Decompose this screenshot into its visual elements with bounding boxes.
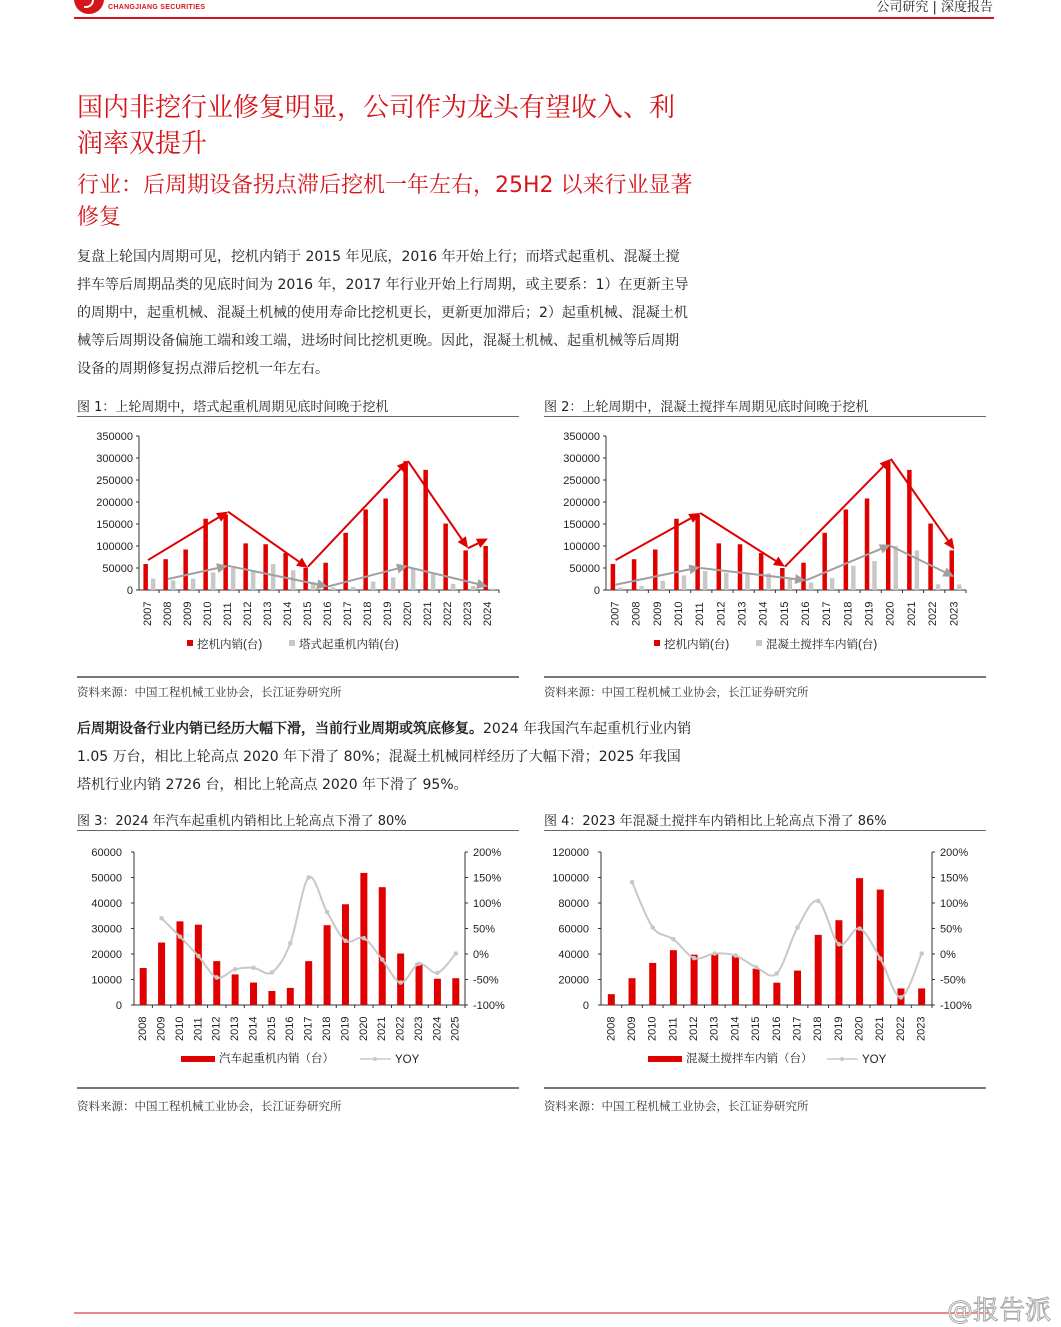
bar-fig1-b-2007 [151,579,156,590]
y-tick-label-right: 150% [473,872,502,885]
bar-fig4-2021 [877,890,884,1005]
bar-fig1-a-2014 [283,553,288,590]
figure-4-chart [544,835,986,1080]
y-tick-label-left: 60000 [558,923,589,936]
x-tick-label: 2019 [339,1016,352,1041]
logo-icon [74,0,104,14]
bar-fig1-a-2022 [443,524,448,590]
bar-fig3-2015 [268,991,275,1005]
yoy-point-2017 [306,875,311,880]
y-tick-label-right: 50% [473,923,496,936]
x-tick-label: 2021 [376,1016,389,1041]
bar-fig1-b-2010 [211,572,216,590]
yoy-point-2020 [362,936,367,941]
legend-label-line: YOY [395,1054,420,1066]
bar-fig2-b-2007 [618,587,623,590]
bar-fig3-2012 [213,961,220,1005]
x-tick-label: 2009 [181,601,194,626]
yoy-point-2009 [159,916,164,921]
bar-fig3-2019 [342,904,349,1005]
y-tick-label-right: 50% [940,923,963,936]
bar-fig4-2023 [918,988,925,1005]
bar-fig2-b-2019 [872,561,877,590]
bar-fig3-2016 [287,988,294,1005]
bar-fig2-a-2017 [822,533,827,590]
bar-fig4-2009 [629,978,636,1005]
y-tick-label: 200000 [96,497,133,509]
x-tick-label: 2023 [461,601,474,626]
brand-name: CHANGJIANG SECURITIES [108,3,206,11]
yoy-point-2015 [754,965,759,970]
bar-fig2-a-2018 [844,509,849,590]
yoy-point-2022 [398,980,403,985]
bar-fig3-2008 [140,968,147,1005]
y-tick-label-right: 200% [473,847,502,859]
bar-fig2-b-2023 [957,584,962,590]
x-tick-label: 2013 [229,1016,242,1041]
figure-4-title: 图 4：2023 年混凝土搅拌车内销相比上轮高点下滑了 86% [544,814,887,829]
bar-fig3-2024 [434,979,441,1005]
bar-fig4-2017 [794,971,801,1005]
x-tick-label: 2008 [137,1016,150,1041]
figure-3-top-rule [77,830,519,831]
x-tick-label: 2016 [321,601,334,626]
x-tick-label: 2021 [874,1016,887,1041]
x-tick-label: 2017 [302,1016,315,1041]
legend-swatch-b [756,640,762,646]
x-tick-label: 2019 [863,601,876,626]
x-tick-label: 2018 [812,1016,825,1041]
x-tick-label: 2014 [247,1016,260,1041]
yoy-point-2013 [233,967,238,972]
bar-fig3-2025 [452,978,459,1005]
y-tick-label: 0 [593,585,600,597]
x-tick-label: 2021 [905,601,918,626]
bar-fig2-a-2011 [695,514,700,590]
y-tick-label-right: 100% [473,898,502,910]
x-tick-label: 2018 [361,601,374,626]
x-tick-label: 2013 [736,601,749,626]
subsection-title: 行业：后周期设备拐点滞后挖机一年左右，25H2 以来行业显著修复 [77,173,693,230]
x-tick-label: 2020 [357,1016,370,1041]
x-tick-label: 2021 [421,601,434,626]
y-tick-label: 200000 [563,497,600,509]
bar-fig1-b-2011 [231,568,236,590]
bar-fig2-b-2013 [745,572,750,590]
header-divider [74,17,994,19]
bar-fig1-b-2016 [331,587,336,590]
x-tick-label: 2017 [791,1016,804,1041]
x-tick-label: 2022 [894,1016,907,1041]
figure-2-title: 图 2：上轮周期中，混凝土搅拌车周期见底时间晚于挖机 [544,400,869,415]
red-trend-arrow-3-shaft [891,459,948,541]
yoy-point-2023 [919,951,924,956]
yoy-point-2014 [733,953,738,958]
legend-swatch-marker [373,1057,377,1061]
bar-fig2-b-2008 [639,586,644,590]
bar-fig4-2012 [691,955,698,1005]
y-tick-label-left: 60000 [91,847,122,859]
legend-label-bar: 混凝土搅拌车内销（台） [686,1053,813,1065]
y-tick-label-left: 80000 [558,898,589,910]
figure-2-chart [544,420,986,665]
x-tick-label: 2010 [672,601,685,626]
y-tick-label-left: 50000 [91,872,122,885]
section-title: 国内非挖行业修复明显，公司作为龙头有望收入、利润率双提升 [77,93,676,159]
legend-label-line: YOY [862,1054,887,1066]
x-tick-label: 2018 [320,1016,333,1041]
bar-fig1-a-2023 [463,550,468,590]
y-tick-label: 150000 [563,519,600,531]
figure-4-source: 资料来源：中国工程机械工业协会，长江证券研究所 [544,1099,809,1113]
bar-fig2-b-2021 [915,550,920,590]
x-tick-label: 2014 [281,601,294,626]
legend-label-a: 挖机内销(台) [664,639,730,651]
bar-fig3-2018 [324,925,331,1005]
y-tick-label-right: -50% [473,974,499,987]
red-trend-arrow-1-head [296,558,308,568]
x-tick-label: 2014 [729,1016,742,1041]
yoy-point-2021 [380,957,385,962]
bar-fig2-a-2014 [759,553,764,590]
bar-fig1-b-2012 [251,571,256,590]
bar-fig4-2011 [670,950,677,1005]
x-tick-label: 2020 [401,601,414,626]
x-tick-label: 2007 [141,601,154,626]
bar-fig1-b-2008 [171,580,176,590]
legend-label-b: 塔式起重机内销(台) [299,639,399,651]
yoy-point-2016 [775,971,780,976]
figure-3-title: 图 3：2024 年汽车起重机内销相比上轮高点下滑了 80% [77,814,407,829]
x-tick-label: 2022 [394,1016,407,1041]
x-tick-label: 2022 [441,601,454,626]
y-tick-label-left: 10000 [91,974,122,987]
bar-fig1-b-2021 [431,573,436,590]
y-tick-label: 300000 [563,453,600,465]
x-tick-label: 2010 [173,1016,186,1041]
red-trend-arrow-0-shaft [148,517,219,560]
bar-fig1-b-2020 [411,568,416,590]
bar-fig1-b-2009 [191,579,196,590]
x-tick-label: 2019 [832,1016,845,1041]
y-tick-label-left: 0 [115,1000,122,1012]
x-tick-label: 2015 [301,601,314,626]
bar-fig3-2023 [416,963,423,1005]
bar-fig4-2010 [649,963,656,1005]
x-tick-label: 2016 [770,1016,783,1041]
x-tick-label: 2015 [750,1016,763,1041]
bar-fig2-b-2009 [661,581,666,590]
x-tick-label: 2020 [853,1016,866,1041]
y-tick-label-right: 100% [940,898,969,910]
yoy-point-2024 [435,971,440,976]
yoy-point-2015 [270,970,275,975]
x-tick-label: 2012 [688,1016,700,1041]
yoy-point-2014 [251,965,256,970]
bar-fig1-b-2022 [451,584,456,590]
bar-fig2-a-2019 [865,498,870,590]
y-tick-label: 100000 [96,541,133,553]
bar-fig2-b-2018 [851,566,856,590]
y-tick-label-left: 20000 [558,974,589,987]
x-tick-label: 2009 [155,1016,168,1041]
y-tick-label-right: 200% [940,847,969,859]
bar-fig1-a-2015 [303,568,308,590]
x-tick-label: 2015 [265,1016,278,1041]
bar-fig4-2014 [732,956,739,1005]
footer-divider [74,1312,989,1314]
figure-2-top-rule [544,416,986,417]
bar-fig1-a-2013 [263,544,268,590]
bar-fig1-a-2011 [223,514,228,590]
bar-fig2-a-2009 [653,550,658,590]
x-tick-label: 2010 [646,1016,659,1041]
bar-fig2-a-2020 [886,461,891,590]
bar-fig2-b-2010 [682,575,687,590]
y-tick-label-right: 150% [940,872,969,885]
x-tick-label: 2012 [715,601,728,626]
body-paragraph-2 [77,715,692,799]
x-tick-label: 2011 [221,602,234,626]
x-tick-label: 2016 [284,1016,297,1041]
y-tick-label-left: 120000 [552,847,589,859]
x-tick-label: 2008 [630,601,643,626]
x-tick-label: 2023 [915,1016,928,1041]
x-tick-label: 2022 [927,601,940,626]
bar-fig3-2017 [305,961,312,1005]
y-tick-label: 250000 [96,475,133,487]
figure-3-source: 资料来源：中国工程机械工业协会，长江证券研究所 [77,1099,342,1113]
x-tick-label: 2016 [800,601,813,626]
bar-fig2-a-2010 [674,519,679,590]
x-tick-label: 2009 [651,601,664,626]
bar-fig1-b-2017 [351,587,356,590]
red-trend-arrow-1-head [773,557,785,567]
report-type: 公司研究 | 深度报告 [876,0,993,15]
x-tick-label: 2019 [381,601,394,626]
y-tick-label-left: 40000 [558,949,589,961]
x-tick-label: 2012 [241,601,254,626]
yoy-point-2021 [878,956,883,961]
yoy-point-2010 [178,934,183,939]
red-trend-arrow-3-head [944,538,954,550]
yoy-point-2018 [325,910,330,915]
bar-fig3-2013 [232,974,239,1005]
y-tick-label: 350000 [563,431,600,443]
bar-fig4-2015 [753,969,760,1005]
figure-1-source: 资料来源：中国工程机械工业协会，长江证券研究所 [77,685,342,699]
x-tick-label: 2010 [201,601,214,626]
body-paragraph-1: 复盘上轮国内周期可见，挖机内销于 2015 年见底，2016 年开始上行；而塔式起重机、混凝土搅拌车等后周期品类的见底时间为 2016 年，2017 年行业开始上行周期，或主要系：1）在更新主导的周期中，起重机械、混凝土机械的使用寿命比挖机更长，更新更加滞后；2）起重机械、混凝土机械等后周期设备偏施工端和竣工端，进场时间比挖机更晚。因此，混凝土机械、起重机械等后周期设备的周期修复拐点滞后挖机一年左右。 [77,249,689,377]
bar-fig1-a-2019 [383,498,388,590]
figure-4-bottom-rule [544,1087,986,1089]
legend-label-bar: 汽车起重机内销（台） [219,1053,334,1065]
bar-fig2-b-2020 [893,546,898,590]
legend-swatch-a [187,640,193,646]
red-trend-arrow-4-shaft [468,543,478,548]
y-tick-label: 300000 [96,453,133,465]
bar-fig1-a-2012 [243,543,248,590]
bar-fig4-2019 [835,920,842,1005]
paragraph-2-body: 2024 年我国汽车起重机行业内销 1.05 万台，相比上轮高点 2020 年下滑了 80%；混凝土机械同样经历了大幅下滑；2025 年我国塔机行业内销 2726 台，相比上轮高点 2020 年下滑了 95%。 [77,721,692,793]
bar-fig2-b-2017 [830,578,835,590]
bar-fig1-a-2024 [483,546,488,590]
bar-fig3-2021 [379,887,386,1005]
x-tick-label: 2007 [609,601,622,626]
yoy-point-2009 [630,880,635,885]
legend-swatch-a [654,640,660,646]
x-tick-label: 2014 [757,601,770,626]
figure-4-top-rule [544,830,986,831]
bar-fig1-b-2013 [271,564,276,590]
y-tick-label-right: -100% [940,1000,972,1012]
bar-fig2-b-2011 [703,571,708,590]
figure-1-chart [77,420,519,665]
x-tick-label: 2017 [341,601,354,626]
y-tick-label-right: 0% [473,949,489,961]
bar-fig3-2022 [397,953,404,1005]
x-tick-label: 2024 [431,1016,444,1041]
bar-fig4-2020 [856,878,863,1005]
bar-fig3-2009 [158,943,165,1005]
x-tick-label: 2015 [778,601,791,626]
yoy-point-2025 [454,951,459,956]
bar-fig2-a-2013 [738,544,743,590]
bar-fig2-a-2016 [801,563,806,590]
x-tick-label: 2018 [842,601,855,626]
yoy-point-2017 [795,925,800,930]
figure-1-title: 图 1：上轮周期中，塔式起重机周期见底时间晚于挖机 [77,400,389,415]
yoy-point-2012 [214,975,219,980]
y-tick-label: 100000 [563,541,600,553]
bar-fig2-a-2015 [780,568,785,590]
figure-2-bottom-rule [544,676,986,678]
x-tick-label: 2013 [261,601,274,626]
y-tick-label: 250000 [563,475,600,487]
bar-fig1-a-2020 [403,461,408,590]
bar-fig1-a-2007 [143,564,148,590]
gray-trend-arrow-0-shaft [168,568,217,579]
y-tick-label-right: -100% [473,1000,505,1012]
bar-fig4-2018 [815,935,822,1005]
bar-fig1-b-2023 [471,586,476,590]
yoy-point-2013 [712,951,717,956]
yoy-point-2018 [816,899,821,904]
figure-3-bottom-rule [77,1087,519,1089]
x-tick-label: 2011 [192,1017,205,1041]
yoy-point-2019 [837,942,842,947]
bar-fig1-b-2018 [371,582,376,590]
bar-fig2-b-2012 [724,573,729,590]
yoy-point-2011 [671,937,676,942]
legend-label-b: 混凝土搅拌车内销(台) [766,639,878,651]
y-tick-label: 350000 [96,431,133,443]
y-tick-label-left: 0 [582,1000,589,1012]
figure-1-bottom-rule [77,676,519,678]
legend-swatch-bar [181,1056,215,1062]
figure-2-source: 资料来源：中国工程机械工业协会，长江证券研究所 [544,685,809,699]
y-tick-label: 150000 [96,519,133,531]
bar-fig2-a-2023 [949,550,954,590]
legend-label-a: 挖机内销(台) [197,639,263,651]
yoy-point-2022 [899,995,904,1000]
yoy-point-2012 [692,956,697,961]
figure-3-chart [77,835,519,1080]
yoy-point-2010 [650,925,655,930]
y-tick-label-right: 0% [940,949,956,961]
bar-fig2-a-2012 [717,543,722,590]
bar-fig1-a-2010 [203,519,208,590]
x-tick-label: 2011 [667,1017,680,1041]
y-tick-label: 50000 [569,563,600,575]
bar-fig1-a-2008 [163,559,168,590]
x-tick-label: 2009 [625,1016,638,1041]
y-tick-label-left: 100000 [552,872,589,885]
bar-fig4-2013 [711,954,718,1005]
bar-fig3-2014 [250,983,257,1005]
red-trend-arrow-3-head [458,536,468,548]
x-tick-label: 2008 [605,1016,618,1041]
y-tick-label-left: 20000 [91,949,122,961]
x-tick-label: 2017 [821,601,834,626]
bar-fig1-b-2019 [391,577,396,590]
legend-swatch-b [289,640,295,646]
x-tick-label: 2023 [412,1016,425,1041]
bar-fig2-b-2022 [936,584,941,590]
x-tick-label: 2025 [449,1016,462,1041]
y-tick-label-left: 40000 [91,898,122,910]
gray-trend-arrow-2-shaft [806,549,881,580]
yoy-point-2023 [417,961,422,966]
x-tick-label: 2011 [694,602,707,626]
y-tick-label: 0 [126,585,133,597]
red-trend-arrow-3-shaft [408,461,462,539]
yoy-point-2016 [288,941,293,946]
page-header [0,0,1061,22]
yoy-point-2020 [857,926,862,931]
bar-fig2-a-2022 [928,524,933,590]
bar-fig1-a-2009 [183,550,188,590]
bar-fig4-2016 [773,983,780,1005]
legend-swatch-bar [648,1056,682,1062]
x-tick-label: 2023 [948,601,961,626]
yoy-point-2011 [196,954,201,959]
company-logo [74,0,205,14]
x-tick-label: 2020 [884,601,897,626]
figure-1-top-rule [77,416,519,417]
paragraph-2-lead: 后周期设备行业内销已经历大幅下滑，当前行业周期或筑底修复。 [77,721,483,737]
x-tick-label: 2008 [161,601,174,626]
x-tick-label: 2013 [708,1016,721,1041]
y-tick-label-right: -50% [940,974,966,987]
bar-fig1-b-2024 [491,589,496,590]
bar-fig3-2011 [195,925,202,1005]
y-tick-label-left: 30000 [91,923,122,936]
y-tick-label: 50000 [102,563,133,575]
bar-fig4-2008 [608,994,615,1005]
legend-swatch-marker [840,1057,844,1061]
x-tick-label: 2012 [210,1016,223,1041]
yoy-point-2019 [343,938,348,943]
watermark: @报告派 [946,1296,1051,1326]
bar-fig2-a-2007 [611,564,616,590]
x-tick-label: 2024 [481,601,494,626]
bar-fig2-b-2016 [809,583,814,590]
bar-fig2-a-2008 [632,559,637,590]
